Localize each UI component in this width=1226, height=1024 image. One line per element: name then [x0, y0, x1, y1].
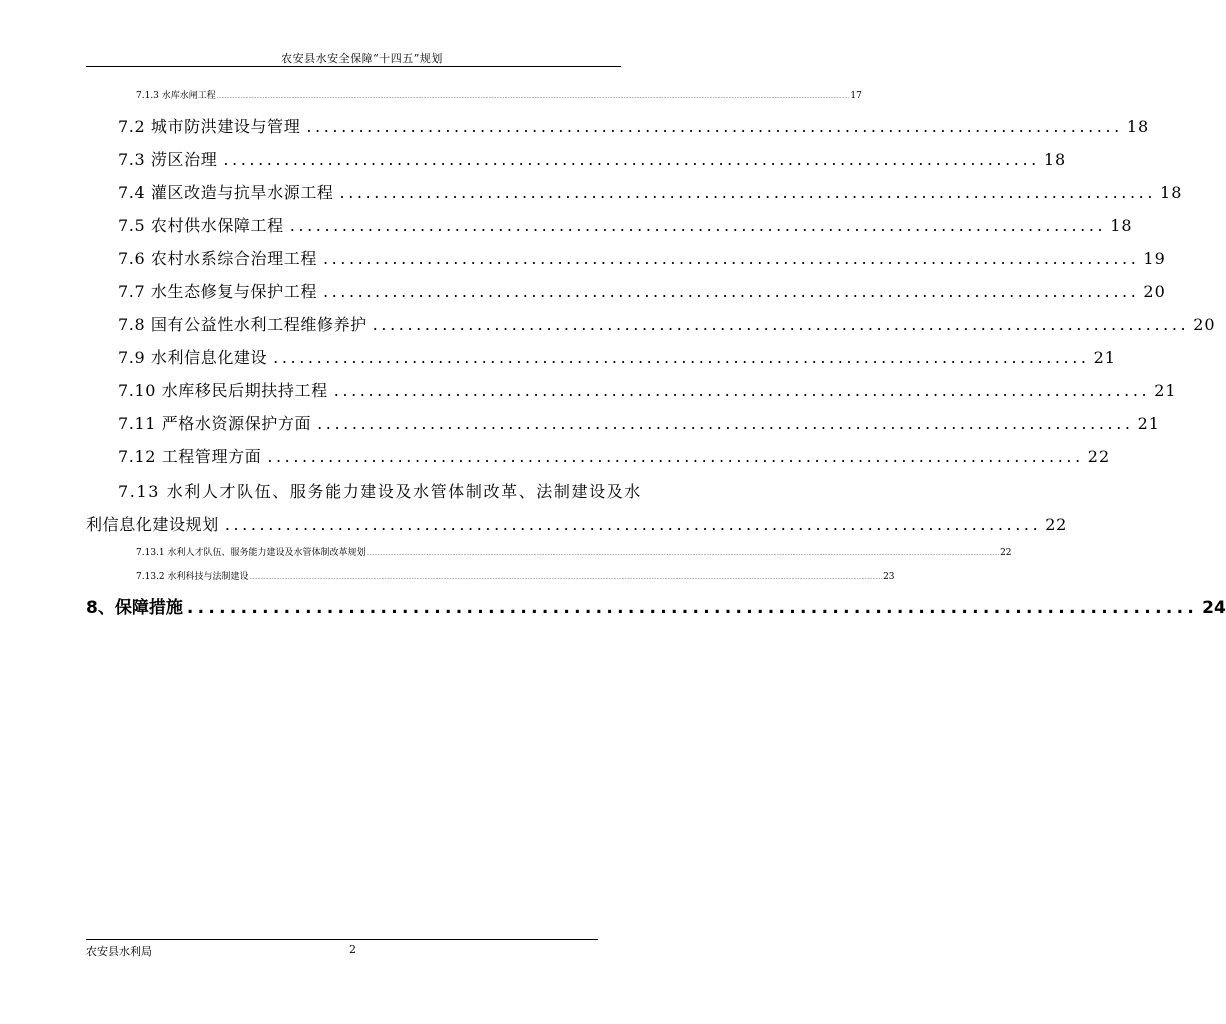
toc-dot-leader: ..............................................................................................: [273, 348, 1090, 367]
toc-entry-page: 18: [1110, 216, 1133, 235]
toc-entry-label: 7.6 农村水系综合治理工程: [118, 249, 317, 268]
toc-entry-page: 18: [1126, 117, 1150, 136]
toc-entry-label: 7.3 涝区治理: [118, 150, 218, 169]
toc-entry[interactable]: [118, 411, 1160, 434]
toc-dot-leader: ..............................................................................................: [317, 414, 1134, 433]
toc-entry-label: 7.10 水库移民后期扶持工程: [118, 381, 328, 400]
toc-dot-leader: ..............................................................................................................................................................................................................................................................................................................................................................................................................: [366, 551, 1000, 557]
toc-entry[interactable]: [118, 312, 1216, 335]
toc-entry-page: 24: [1202, 598, 1226, 618]
toc-entry-label: 7.4 灌区改造与抗旱水源工程: [118, 183, 334, 202]
toc-dot-leader: ..............................................................................................: [289, 216, 1107, 235]
toc-entry-page: 22: [1000, 548, 1012, 558]
toc-entry-label: 7.9 水利信息化建设: [118, 348, 268, 367]
toc-entry-page: 21: [1137, 414, 1160, 433]
toc-entry[interactable]: [118, 246, 1166, 269]
toc-dot-leader: ..............................................................................................: [186, 598, 1199, 618]
footer-page-number: 2: [349, 943, 356, 956]
toc-dot-leader: ..............................................................................................: [372, 315, 1190, 334]
toc-entry[interactable]: [118, 279, 1166, 302]
toc-entry-page: 22: [1045, 515, 1067, 534]
toc-entry[interactable]: [118, 213, 1133, 236]
toc-dot-leader: ..............................................................................................: [322, 282, 1140, 301]
toc-entry-label: 7.8 国有公益性水利工程维修养护: [118, 315, 367, 334]
toc-entry-label: 7.5 农村供水保障工程: [118, 216, 284, 235]
toc-entry-page: 20: [1143, 282, 1166, 301]
toc-entry-label: 7.12 工程管理方面: [118, 447, 262, 466]
toc-entry-page: 19: [1143, 249, 1166, 268]
toc-entry-label: 8、保障措施: [86, 598, 183, 618]
toc-dot-leader: ..............................................................................................: [322, 249, 1140, 268]
toc-entry-label: 7.1.3 水库水闸工程: [136, 91, 216, 101]
toc-entry-page: 18: [1043, 150, 1067, 169]
toc-entry-label: 7.7 水生态修复与保护工程: [118, 282, 317, 301]
toc-entry[interactable]: [136, 545, 1012, 558]
toc-dot-leader: ..............................................................................................: [339, 183, 1157, 202]
toc-entry-label: 7.11 严格水资源保护方面: [118, 414, 312, 433]
footer-divider: [86, 939, 598, 940]
toc-entry[interactable]: [136, 88, 862, 101]
footer-organization: 农安县水利局: [86, 945, 152, 958]
toc-entry-page: 21: [1154, 381, 1177, 400]
toc-entry[interactable]: [86, 512, 1067, 535]
toc-entry[interactable]: [136, 569, 895, 582]
toc-entry[interactable]: [118, 114, 1150, 137]
toc-dot-leader: ..............................................................................................: [267, 447, 1084, 466]
toc-entry-label: 7.13.1 水利人才队伍、服务能力建设及水管体制改革规划: [136, 548, 366, 558]
toc-entry[interactable]: [118, 147, 1067, 170]
toc-entry-page: 21: [1093, 348, 1116, 367]
header-divider: [86, 66, 621, 67]
toc-entry-label-line2: 利信息化建设规划: [86, 515, 219, 534]
toc-entry-page: 17: [850, 91, 862, 101]
toc-entry-page: 20: [1193, 315, 1216, 334]
toc-entry-page: 22: [1087, 447, 1111, 466]
toc-dot-leader: ..............................................................................................: [224, 515, 1042, 534]
toc-entry[interactable]: [118, 180, 1183, 203]
toc-entry-label: 7.2 城市防洪建设与管理: [118, 117, 301, 136]
toc-entry[interactable]: [118, 345, 1116, 368]
toc-entry[interactable]: [118, 378, 1177, 401]
toc-entry-page: 23: [883, 572, 895, 582]
toc-entry-label-line1[interactable]: 7.13 水利人才队伍、服务能力建设及水管体制改革、法制建设及水: [118, 482, 642, 501]
toc-entry-chapter[interactable]: [86, 593, 1226, 618]
toc-dot-leader: ..............................................................................................: [333, 381, 1151, 400]
toc-dot-leader: ..............................................................................................................................................................................................................................................................................................................................................................................................................: [249, 575, 883, 581]
toc-dot-leader: ..............................................................................................: [306, 117, 1123, 136]
toc-entry-label: 7.13.2 水利科技与法制建设: [136, 572, 249, 582]
toc-dot-leader: ..............................................................................................: [223, 150, 1040, 169]
toc-entry-page: 18: [1160, 183, 1183, 202]
page-header-title: 农安县水安全保障“十四五”规划: [281, 52, 443, 65]
toc-dot-leader: ..............................................................................................................................................................................................................................................................................................................................................................................................................: [216, 94, 850, 100]
toc-entry[interactable]: [118, 444, 1111, 467]
